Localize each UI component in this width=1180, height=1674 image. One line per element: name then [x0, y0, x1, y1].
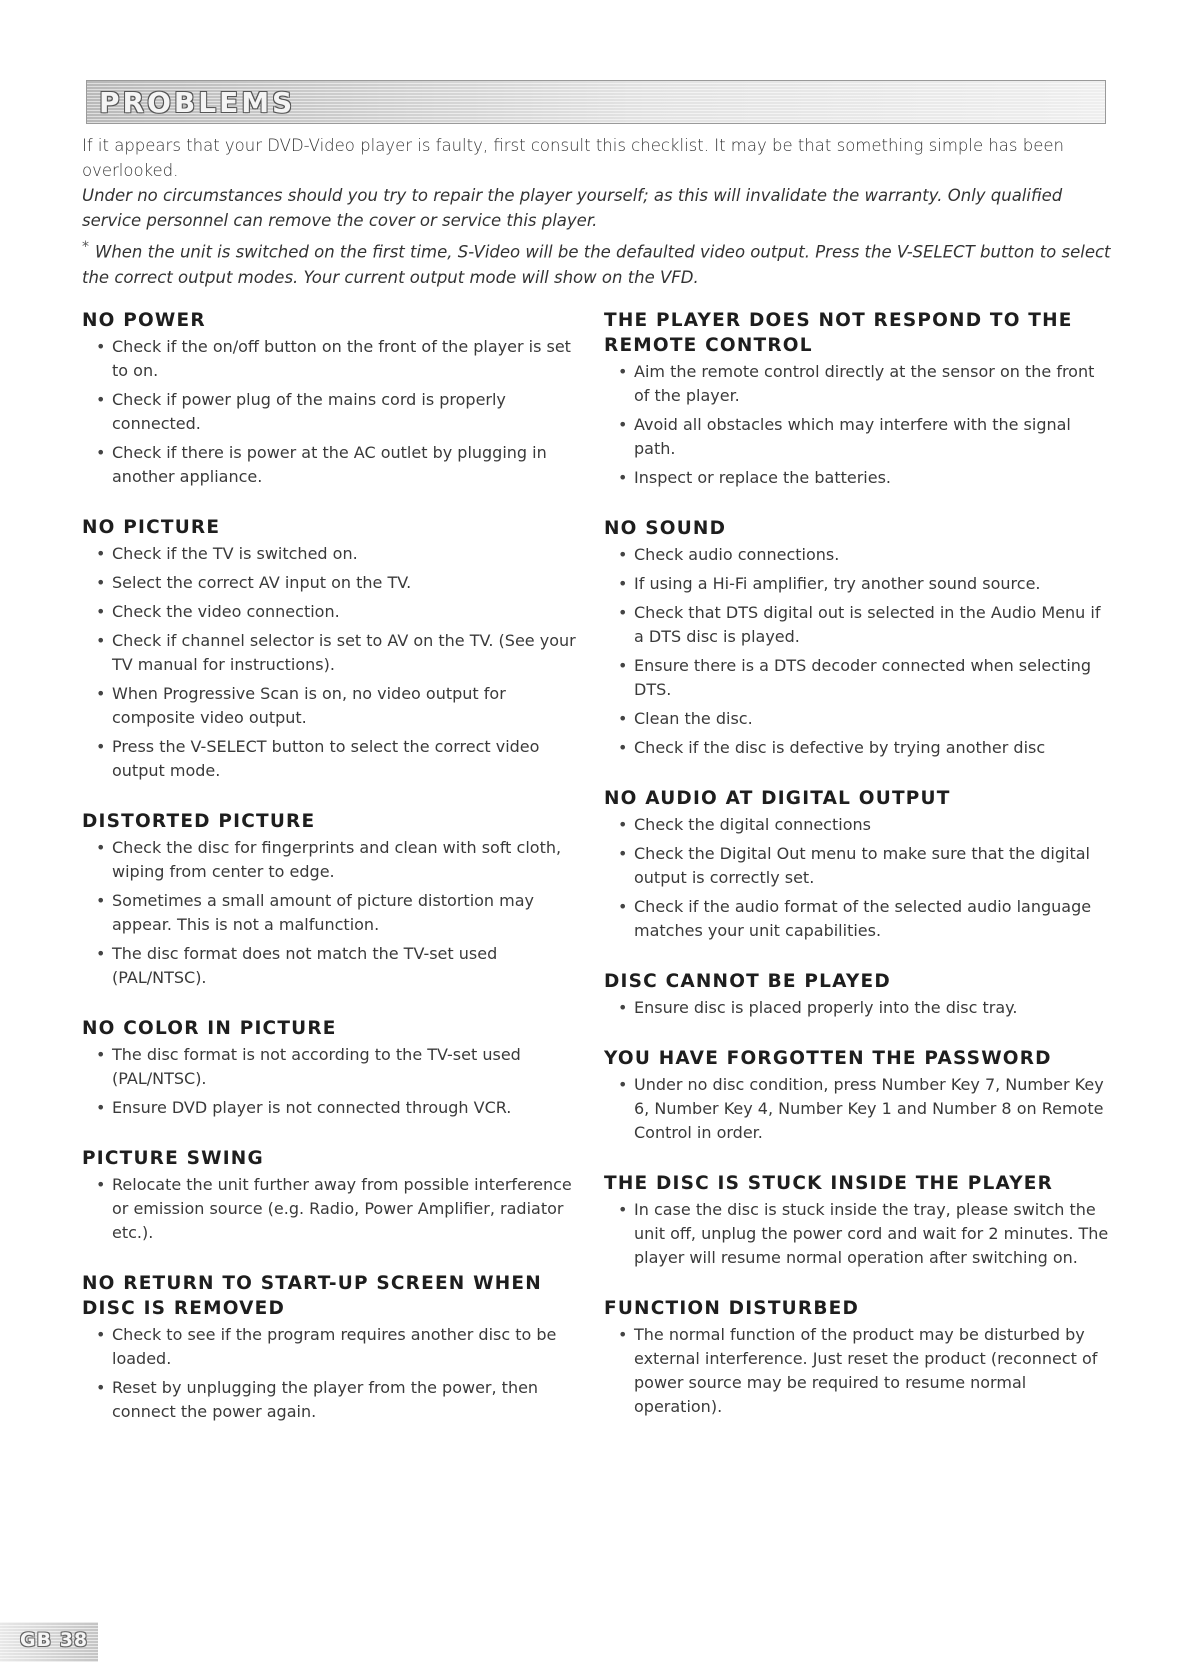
- checklist-item: • Select the correct AV input on the TV.: [82, 571, 592, 595]
- section-heading: YOU HAVE FORGOTTEN THE PASSWORD: [604, 1048, 1052, 1069]
- section-no-color-in-picture: [82, 1016, 592, 1120]
- checklist-item: • Check to see if the program requires another disc to be loaded.: [82, 1323, 592, 1371]
- section-no-return-to-start-up-screen-when-disc-is-removed: [82, 1271, 592, 1424]
- checklist-item: • Ensure disc is placed properly into the disc tray.: [604, 996, 1114, 1020]
- checklist: [82, 335, 592, 489]
- checklist-item: • Check if power plug of the mains cord is properly connected.: [82, 388, 592, 436]
- intro-text: If it appears that your DVD-Video player is faulty, first consult this checklist. It may be that something simple has been overlooked.: [82, 136, 1064, 180]
- checklist-item: • When Progressive Scan is on, no video output for composite video output.: [82, 682, 592, 730]
- section-heading: DISC CANNOT BE PLAYED: [604, 971, 891, 992]
- section-no-sound: [604, 516, 1114, 760]
- checklist-item: • Check the disc for fingerprints and clean with soft cloth, wiping from center to edge.: [82, 836, 592, 884]
- section-heading: PICTURE SWING: [82, 1148, 264, 1169]
- checklist: [604, 543, 1114, 760]
- output-note-text: When the unit is switched on the first time, S-Video will be the defaulted video output. Press the V-SELECT button to select the correct output modes. Your current output mode will show on the VFD.: [82, 242, 1111, 287]
- checklist-item: • In case the disc is stuck inside the tray, please switch the unit off, unplug the power cord and wait for 2 minutes. The player will resume normal operation after switching on.: [604, 1198, 1114, 1270]
- output-note: [82, 235, 1112, 290]
- section-heading: THE PLAYER DOES NOT RESPOND TO THE REMOTE CONTROL: [604, 310, 1073, 356]
- checklist-item: • Aim the remote control directly at the sensor on the front of the player.: [604, 360, 1114, 408]
- checklist-item: • Check if the on/off button on the front of the player is set to on.: [82, 335, 592, 383]
- checklist: [604, 360, 1114, 490]
- checklist-item: • The normal function of the product may be disturbed by external interference. Just reset the product (reconnect of power source may be required to resume normal operation).: [604, 1323, 1114, 1419]
- section-heading: NO SOUND: [604, 518, 727, 539]
- checklist-item: • Sometimes a small amount of picture distortion may appear. This is not a malfunction.: [82, 889, 592, 937]
- checklist-item: • Inspect or replace the batteries.: [604, 466, 1114, 490]
- checklist: [604, 1198, 1114, 1270]
- section-heading: DISTORTED PICTURE: [82, 811, 316, 832]
- checklist: [82, 1173, 592, 1245]
- section-heading: NO PICTURE: [82, 517, 221, 538]
- checklist-item: • Ensure DVD player is not connected through VCR.: [82, 1096, 592, 1120]
- checklist-item: • Check the digital connections: [604, 813, 1114, 837]
- checklist-item: • Check if there is power at the AC outlet by plugging in another appliance.: [82, 441, 592, 489]
- checklist: [604, 996, 1114, 1020]
- checklist: [604, 1323, 1114, 1419]
- section-heading: NO RETURN TO START-UP SCREEN WHEN DISC IS REMOVED: [82, 1273, 542, 1319]
- section-heading: NO AUDIO AT DIGITAL OUTPUT: [604, 788, 951, 809]
- section-no-picture: [82, 515, 592, 783]
- section-function-disturbed: [604, 1296, 1114, 1419]
- section-distorted-picture: [82, 809, 592, 990]
- checklist: [82, 1043, 592, 1120]
- section-heading: THE DISC IS STUCK INSIDE THE PLAYER: [604, 1173, 1054, 1194]
- section-heading: FUNCTION DISTURBED: [604, 1298, 860, 1319]
- checklist-item: • Reset by unplugging the player from the power, then connect the power again.: [82, 1376, 592, 1424]
- checklist-item: • Check the Digital Out menu to make sure that the digital output is correctly set.: [604, 842, 1114, 890]
- section-you-have-forgotten-the-password: [604, 1046, 1114, 1145]
- checklist-item: • If using a Hi-Fi amplifier, try another sound source.: [604, 572, 1114, 596]
- right-column: [604, 308, 1114, 1445]
- page-title: PROBLEMS: [99, 86, 296, 119]
- intro: [82, 133, 1112, 290]
- section-the-player-does-not-respond-to-the-remote-control: [604, 308, 1114, 490]
- checklist-item: • Under no disc condition, press Number Key 7, Number Key 6, Number Key 4, Number Key 1 and Number 8 on Remote Control in order.: [604, 1073, 1114, 1145]
- checklist-item: • Check if the TV is switched on.: [82, 542, 592, 566]
- left-column: [82, 308, 592, 1450]
- checklist-item: • Check the video connection.: [82, 600, 592, 624]
- checklist: [604, 813, 1114, 943]
- checklist-item: • Check if the disc is defective by trying another disc: [604, 736, 1114, 760]
- asterisk-mark: *: [82, 239, 89, 255]
- section-no-audio-at-digital-output: [604, 786, 1114, 943]
- checklist: [82, 542, 592, 783]
- section-no-power: [82, 308, 592, 489]
- page-number-tab: [0, 1622, 98, 1662]
- checklist-item: • Check if channel selector is set to AV on the TV. (See your TV manual for instructions).: [82, 629, 592, 677]
- page-number: GB 38: [20, 1629, 89, 1651]
- section-the-disc-is-stuck-inside-the-player: [604, 1171, 1114, 1270]
- section-picture-swing: [82, 1146, 592, 1245]
- section-disc-cannot-be-played: [604, 969, 1114, 1020]
- checklist-item: • The disc format does not match the TV-set used (PAL/NTSC).: [82, 942, 592, 990]
- checklist-item: • The disc format is not according to the TV-set used (PAL/NTSC).: [82, 1043, 592, 1091]
- checklist-item: • Relocate the unit further away from possible interference or emission source (e.g. Radio, Power Amplifier, radiator etc.).: [82, 1173, 592, 1245]
- checklist-item: • Ensure there is a DTS decoder connected when selecting DTS.: [604, 654, 1114, 702]
- checklist-item: • Check if the audio format of the selected audio language matches your unit capabilities.: [604, 895, 1114, 943]
- checklist-item: • Avoid all obstacles which may interfere with the signal path.: [604, 413, 1114, 461]
- section-heading: NO COLOR IN PICTURE: [82, 1018, 337, 1039]
- checklist-item: • Clean the disc.: [604, 707, 1114, 731]
- checklist-item: • Check that DTS digital out is selected in the Audio Menu if a DTS disc is played.: [604, 601, 1114, 649]
- checklist: [82, 836, 592, 990]
- checklist-item: • Check audio connections.: [604, 543, 1114, 567]
- warranty-warning: Under no circumstances should you try to repair the player yourself; as this will invalidate the warranty. Only qualified service personnel can remove the cover or service this player.: [82, 186, 1063, 230]
- checklist: [604, 1073, 1114, 1145]
- section-heading: NO POWER: [82, 310, 206, 331]
- checklist-item: • Press the V-SELECT button to select the correct video output mode.: [82, 735, 592, 783]
- checklist: [82, 1323, 592, 1424]
- title-bar: [86, 80, 1106, 124]
